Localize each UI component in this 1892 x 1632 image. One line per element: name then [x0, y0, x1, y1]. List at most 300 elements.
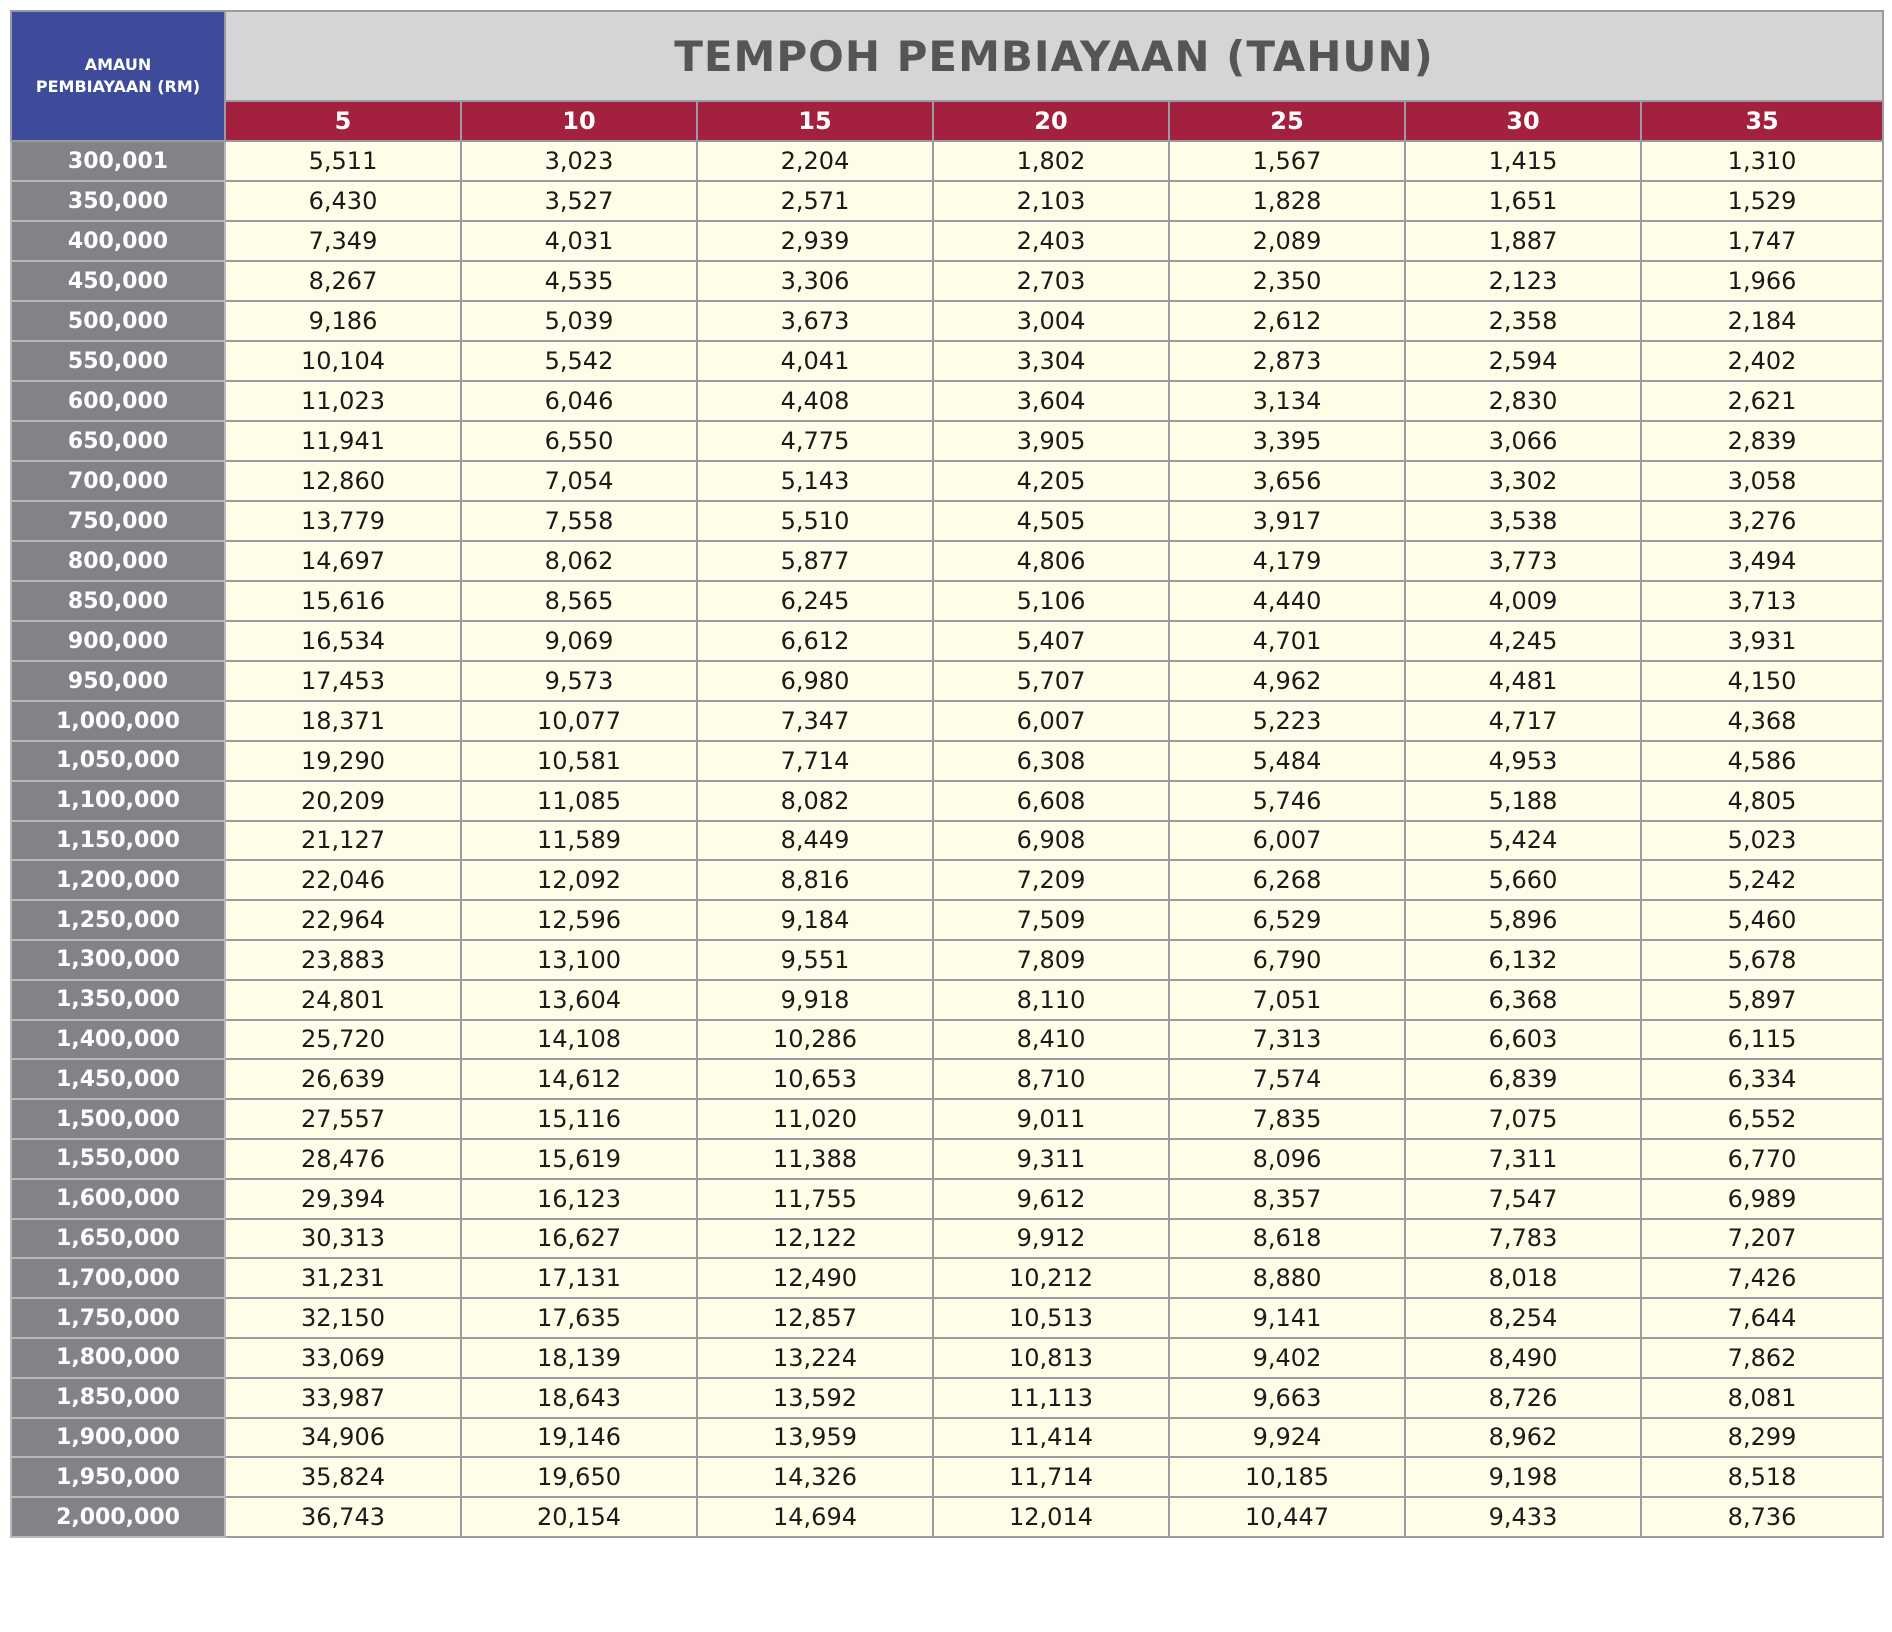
table-row [11, 701, 1883, 741]
installment-cell: 6,046 [461, 381, 697, 421]
table-row [11, 1338, 1883, 1378]
amount-cell: 1,850,000 [11, 1378, 225, 1418]
amount-cell: 1,300,000 [11, 940, 225, 980]
installment-cell: 18,371 [225, 701, 461, 741]
installment-cell: 11,113 [933, 1378, 1169, 1418]
amount-cell: 300,001 [11, 141, 225, 181]
installment-cell: 27,557 [225, 1099, 461, 1139]
installment-cell: 3,276 [1641, 501, 1883, 541]
installment-cell: 5,023 [1641, 821, 1883, 861]
installment-cell: 9,663 [1169, 1378, 1405, 1418]
installment-cell: 19,290 [225, 741, 461, 781]
installment-cell: 22,964 [225, 900, 461, 940]
installment-cell: 3,004 [933, 301, 1169, 341]
installment-cell: 9,912 [933, 1219, 1169, 1259]
table-body [11, 141, 1883, 1537]
amount-cell: 1,600,000 [11, 1179, 225, 1219]
table-row [11, 661, 1883, 701]
installment-cell: 31,231 [225, 1258, 461, 1298]
year-header-30: 30 [1405, 101, 1641, 141]
amount-cell: 1,700,000 [11, 1258, 225, 1298]
installment-cell: 11,714 [933, 1457, 1169, 1497]
installment-cell: 2,402 [1641, 341, 1883, 381]
installment-cell: 8,267 [225, 261, 461, 301]
installment-cell: 5,460 [1641, 900, 1883, 940]
installment-cell: 1,651 [1405, 181, 1641, 221]
table-row [11, 1020, 1883, 1060]
installment-cell: 10,447 [1169, 1497, 1405, 1537]
installment-cell: 7,311 [1405, 1139, 1641, 1179]
installment-cell: 4,440 [1169, 581, 1405, 621]
table-row [11, 860, 1883, 900]
installment-cell: 5,106 [933, 581, 1169, 621]
installment-cell: 7,207 [1641, 1219, 1883, 1259]
installment-cell: 1,529 [1641, 181, 1883, 221]
amount-cell: 1,950,000 [11, 1457, 225, 1497]
installment-cell: 2,571 [697, 181, 933, 221]
table-row [11, 341, 1883, 381]
table-row [11, 821, 1883, 861]
installment-cell: 4,245 [1405, 621, 1641, 661]
installment-cell: 10,653 [697, 1059, 933, 1099]
amount-cell: 1,250,000 [11, 900, 225, 940]
installment-cell: 33,069 [225, 1338, 461, 1378]
amount-cell: 350,000 [11, 181, 225, 221]
installment-cell: 3,395 [1169, 421, 1405, 461]
amount-cell: 1,350,000 [11, 980, 225, 1020]
installment-cell: 6,550 [461, 421, 697, 461]
installment-cell: 4,408 [697, 381, 933, 421]
installment-cell: 9,573 [461, 661, 697, 701]
table-row [11, 1497, 1883, 1537]
table-row [11, 980, 1883, 1020]
installment-cell: 7,054 [461, 461, 697, 501]
installment-cell: 3,527 [461, 181, 697, 221]
installment-cell: 6,608 [933, 781, 1169, 821]
installment-cell: 5,660 [1405, 860, 1641, 900]
amount-cell: 950,000 [11, 661, 225, 701]
installment-cell: 6,268 [1169, 860, 1405, 900]
installment-cell: 9,433 [1405, 1497, 1641, 1537]
installment-cell: 4,701 [1169, 621, 1405, 661]
installment-cell: 5,542 [461, 341, 697, 381]
installment-cell: 7,426 [1641, 1258, 1883, 1298]
installment-cell: 10,077 [461, 701, 697, 741]
installment-cell: 5,511 [225, 141, 461, 181]
installment-cell: 7,783 [1405, 1219, 1641, 1259]
installment-cell: 12,490 [697, 1258, 933, 1298]
installment-cell: 8,710 [933, 1059, 1169, 1099]
installment-cell: 14,326 [697, 1457, 933, 1497]
installment-cell: 1,966 [1641, 261, 1883, 301]
tenure-title: TEMPOH PEMBIAYAAN (TAHUN) [225, 11, 1883, 101]
installment-cell: 30,313 [225, 1219, 461, 1259]
installment-cell: 3,306 [697, 261, 933, 301]
installment-cell: 9,198 [1405, 1457, 1641, 1497]
installment-cell: 9,918 [697, 980, 933, 1020]
installment-cell: 13,959 [697, 1418, 933, 1458]
installment-cell: 12,860 [225, 461, 461, 501]
installment-cell: 8,962 [1405, 1418, 1641, 1458]
installment-cell: 8,096 [1169, 1139, 1405, 1179]
installment-cell: 11,589 [461, 821, 697, 861]
installment-cell: 14,697 [225, 541, 461, 581]
installment-cell: 8,357 [1169, 1179, 1405, 1219]
installment-cell: 14,108 [461, 1020, 697, 1060]
installment-cell: 4,179 [1169, 541, 1405, 581]
installment-cell: 8,618 [1169, 1219, 1405, 1259]
installment-cell: 10,581 [461, 741, 697, 781]
installment-cell: 33,987 [225, 1378, 461, 1418]
amount-cell: 700,000 [11, 461, 225, 501]
installment-cell: 4,481 [1405, 661, 1641, 701]
installment-cell: 6,603 [1405, 1020, 1641, 1060]
installment-cell: 5,242 [1641, 860, 1883, 900]
installment-cell: 7,209 [933, 860, 1169, 900]
installment-cell: 3,905 [933, 421, 1169, 461]
table-row [11, 1258, 1883, 1298]
installment-cell: 6,989 [1641, 1179, 1883, 1219]
installment-cell: 2,612 [1169, 301, 1405, 341]
amount-cell: 650,000 [11, 421, 225, 461]
installment-cell: 10,813 [933, 1338, 1169, 1378]
installment-cell: 36,743 [225, 1497, 461, 1537]
installment-cell: 4,150 [1641, 661, 1883, 701]
installment-cell: 2,123 [1405, 261, 1641, 301]
table-row [11, 621, 1883, 661]
installment-cell: 13,224 [697, 1338, 933, 1378]
installment-cell: 8,736 [1641, 1497, 1883, 1537]
installment-cell: 25,720 [225, 1020, 461, 1060]
installment-cell: 2,184 [1641, 301, 1883, 341]
installment-cell: 3,494 [1641, 541, 1883, 581]
installment-cell: 1,415 [1405, 141, 1641, 181]
installment-cell: 5,746 [1169, 781, 1405, 821]
installment-cell: 2,103 [933, 181, 1169, 221]
installment-cell: 2,358 [1405, 301, 1641, 341]
installment-cell: 6,334 [1641, 1059, 1883, 1099]
installment-cell: 8,449 [697, 821, 933, 861]
installment-cell: 14,612 [461, 1059, 697, 1099]
amount-cell: 1,200,000 [11, 860, 225, 900]
installment-cell: 6,007 [933, 701, 1169, 741]
table-row [11, 1139, 1883, 1179]
year-header-5: 5 [225, 101, 461, 141]
installment-cell: 16,627 [461, 1219, 697, 1259]
installment-cell: 12,092 [461, 860, 697, 900]
installment-cell: 6,308 [933, 741, 1169, 781]
table-row [11, 221, 1883, 261]
installment-cell: 14,694 [697, 1497, 933, 1537]
installment-cell: 6,430 [225, 181, 461, 221]
installment-cell: 9,402 [1169, 1338, 1405, 1378]
installment-cell: 5,143 [697, 461, 933, 501]
installment-cell: 4,205 [933, 461, 1169, 501]
installment-cell: 3,058 [1641, 461, 1883, 501]
installment-cell: 6,552 [1641, 1099, 1883, 1139]
installment-cell: 17,453 [225, 661, 461, 701]
year-header-20: 20 [933, 101, 1169, 141]
installment-cell: 21,127 [225, 821, 461, 861]
table-row [11, 900, 1883, 940]
installment-cell: 5,707 [933, 661, 1169, 701]
amount-cell: 450,000 [11, 261, 225, 301]
installment-cell: 3,656 [1169, 461, 1405, 501]
installment-cell: 4,962 [1169, 661, 1405, 701]
amount-cell: 1,000,000 [11, 701, 225, 741]
table-row [11, 461, 1883, 501]
installment-cell: 8,880 [1169, 1258, 1405, 1298]
installment-cell: 9,924 [1169, 1418, 1405, 1458]
installment-cell: 17,131 [461, 1258, 697, 1298]
installment-cell: 4,031 [461, 221, 697, 261]
installment-cell: 29,394 [225, 1179, 461, 1219]
installment-cell: 16,534 [225, 621, 461, 661]
installment-cell: 9,141 [1169, 1298, 1405, 1338]
installment-cell: 7,835 [1169, 1099, 1405, 1139]
table-row [11, 741, 1883, 781]
installment-cell: 11,941 [225, 421, 461, 461]
installment-cell: 4,505 [933, 501, 1169, 541]
installment-cell: 8,816 [697, 860, 933, 900]
installment-cell: 6,132 [1405, 940, 1641, 980]
table-row [11, 1059, 1883, 1099]
installment-cell: 2,939 [697, 221, 933, 261]
installment-cell: 23,883 [225, 940, 461, 980]
installment-cell: 2,403 [933, 221, 1169, 261]
installment-cell: 4,775 [697, 421, 933, 461]
installment-cell: 5,877 [697, 541, 933, 581]
installment-cell: 6,980 [697, 661, 933, 701]
installment-cell: 15,116 [461, 1099, 697, 1139]
installment-cell: 18,643 [461, 1378, 697, 1418]
installment-cell: 15,616 [225, 581, 461, 621]
table-row [11, 581, 1883, 621]
installment-cell: 3,134 [1169, 381, 1405, 421]
installment-cell: 2,089 [1169, 221, 1405, 261]
installment-cell: 4,805 [1641, 781, 1883, 821]
amount-column-header [11, 11, 225, 141]
installment-cell: 9,069 [461, 621, 697, 661]
installment-cell: 17,635 [461, 1298, 697, 1338]
table-row [11, 1219, 1883, 1259]
installment-cell: 20,154 [461, 1497, 697, 1537]
installment-cell: 13,592 [697, 1378, 933, 1418]
installment-cell: 11,023 [225, 381, 461, 421]
installment-cell: 7,862 [1641, 1338, 1883, 1378]
installment-cell: 1,567 [1169, 141, 1405, 181]
installment-cell: 12,596 [461, 900, 697, 940]
installment-cell: 13,779 [225, 501, 461, 541]
table-row [11, 781, 1883, 821]
table-row [11, 181, 1883, 221]
financing-table-container [10, 10, 1882, 1538]
table-row [11, 1378, 1883, 1418]
installment-cell: 5,424 [1405, 821, 1641, 861]
installment-cell: 7,644 [1641, 1298, 1883, 1338]
installment-cell: 9,011 [933, 1099, 1169, 1139]
table-row [11, 421, 1883, 461]
installment-cell: 3,713 [1641, 581, 1883, 621]
installment-cell: 3,773 [1405, 541, 1641, 581]
installment-cell: 3,066 [1405, 421, 1641, 461]
installment-cell: 6,770 [1641, 1139, 1883, 1179]
amount-cell: 400,000 [11, 221, 225, 261]
installment-cell: 6,612 [697, 621, 933, 661]
installment-cell: 4,586 [1641, 741, 1883, 781]
installment-cell: 7,558 [461, 501, 697, 541]
installment-cell: 11,414 [933, 1418, 1169, 1458]
installment-cell: 18,139 [461, 1338, 697, 1378]
year-header-25: 25 [1169, 101, 1405, 141]
table-row [11, 1179, 1883, 1219]
amount-cell: 1,750,000 [11, 1298, 225, 1338]
table-row [11, 141, 1883, 181]
installment-cell: 5,223 [1169, 701, 1405, 741]
installment-cell: 10,513 [933, 1298, 1169, 1338]
installment-cell: 7,347 [697, 701, 933, 741]
installment-cell: 9,184 [697, 900, 933, 940]
installment-cell: 4,953 [1405, 741, 1641, 781]
installment-cell: 9,612 [933, 1179, 1169, 1219]
amount-cell: 1,800,000 [11, 1338, 225, 1378]
installment-cell: 8,082 [697, 781, 933, 821]
installment-cell: 10,212 [933, 1258, 1169, 1298]
installment-cell: 35,824 [225, 1457, 461, 1497]
installment-cell: 4,717 [1405, 701, 1641, 741]
installment-cell: 5,188 [1405, 781, 1641, 821]
installment-cell: 6,245 [697, 581, 933, 621]
installment-cell: 4,368 [1641, 701, 1883, 741]
installment-cell: 5,039 [461, 301, 697, 341]
table-row [11, 261, 1883, 301]
installment-cell: 3,304 [933, 341, 1169, 381]
installment-cell: 11,085 [461, 781, 697, 821]
amount-cell: 1,650,000 [11, 1219, 225, 1259]
installment-cell: 4,009 [1405, 581, 1641, 621]
installment-cell: 2,839 [1641, 421, 1883, 461]
installment-cell: 2,621 [1641, 381, 1883, 421]
installment-cell: 9,186 [225, 301, 461, 341]
installment-cell: 26,639 [225, 1059, 461, 1099]
installment-cell: 10,104 [225, 341, 461, 381]
installment-cell: 3,673 [697, 301, 933, 341]
installment-cell: 5,897 [1641, 980, 1883, 1020]
installment-cell: 8,299 [1641, 1418, 1883, 1458]
installment-cell: 8,726 [1405, 1378, 1641, 1418]
installment-cell: 4,041 [697, 341, 933, 381]
amount-cell: 1,400,000 [11, 1020, 225, 1060]
installment-cell: 12,122 [697, 1219, 933, 1259]
installment-cell: 11,755 [697, 1179, 933, 1219]
year-header-10: 10 [461, 101, 697, 141]
installment-cell: 10,185 [1169, 1457, 1405, 1497]
amount-cell: 2,000,000 [11, 1497, 225, 1537]
installment-cell: 3,917 [1169, 501, 1405, 541]
installment-cell: 6,839 [1405, 1059, 1641, 1099]
table-row [11, 940, 1883, 980]
amount-cell: 800,000 [11, 541, 225, 581]
installment-cell: 11,020 [697, 1099, 933, 1139]
amount-cell: 500,000 [11, 301, 225, 341]
installment-cell: 7,574 [1169, 1059, 1405, 1099]
installment-cell: 12,014 [933, 1497, 1169, 1537]
installment-cell: 9,311 [933, 1139, 1169, 1179]
year-header-15: 15 [697, 101, 933, 141]
installment-cell: 1,310 [1641, 141, 1883, 181]
installment-cell: 8,490 [1405, 1338, 1641, 1378]
installment-cell: 3,931 [1641, 621, 1883, 661]
installment-cell: 4,806 [933, 541, 1169, 581]
amount-cell: 1,550,000 [11, 1139, 225, 1179]
installment-cell: 8,062 [461, 541, 697, 581]
installment-cell: 1,802 [933, 141, 1169, 181]
installment-cell: 5,678 [1641, 940, 1883, 980]
installment-cell: 7,547 [1405, 1179, 1641, 1219]
installment-cell: 6,115 [1641, 1020, 1883, 1060]
installment-cell: 8,081 [1641, 1378, 1883, 1418]
installment-cell: 8,518 [1641, 1457, 1883, 1497]
installment-cell: 6,368 [1405, 980, 1641, 1020]
installment-cell: 5,896 [1405, 900, 1641, 940]
financing-table [10, 10, 1884, 1538]
table-row [11, 1418, 1883, 1458]
installment-cell: 7,349 [225, 221, 461, 261]
installment-cell: 8,254 [1405, 1298, 1641, 1338]
installment-cell: 8,110 [933, 980, 1169, 1020]
installment-cell: 2,703 [933, 261, 1169, 301]
installment-cell: 11,388 [697, 1139, 933, 1179]
installment-cell: 7,714 [697, 741, 933, 781]
installment-cell: 7,809 [933, 940, 1169, 980]
installment-cell: 7,509 [933, 900, 1169, 940]
installment-cell: 13,604 [461, 980, 697, 1020]
amount-cell: 750,000 [11, 501, 225, 541]
installment-cell: 8,018 [1405, 1258, 1641, 1298]
installment-cell: 7,075 [1405, 1099, 1641, 1139]
installment-cell: 2,204 [697, 141, 933, 181]
amount-cell: 1,900,000 [11, 1418, 225, 1458]
amount-cell: 550,000 [11, 341, 225, 381]
installment-cell: 19,146 [461, 1418, 697, 1458]
installment-cell: 2,594 [1405, 341, 1641, 381]
installment-cell: 13,100 [461, 940, 697, 980]
installment-cell: 9,551 [697, 940, 933, 980]
installment-cell: 7,313 [1169, 1020, 1405, 1060]
table-row [11, 381, 1883, 421]
amount-cell: 1,150,000 [11, 821, 225, 861]
installment-cell: 4,535 [461, 261, 697, 301]
amount-header-line1: AMAUN [84, 55, 152, 74]
amount-cell: 1,050,000 [11, 741, 225, 781]
installment-cell: 32,150 [225, 1298, 461, 1338]
installment-cell: 6,790 [1169, 940, 1405, 980]
installment-cell: 2,350 [1169, 261, 1405, 301]
installment-cell: 5,510 [697, 501, 933, 541]
installment-cell: 2,873 [1169, 341, 1405, 381]
table-row [11, 301, 1883, 341]
table-row [11, 501, 1883, 541]
installment-cell: 20,209 [225, 781, 461, 821]
installment-cell: 3,604 [933, 381, 1169, 421]
table-row [11, 1099, 1883, 1139]
installment-cell: 1,747 [1641, 221, 1883, 261]
installment-cell: 28,476 [225, 1139, 461, 1179]
table-row [11, 1298, 1883, 1338]
installment-cell: 6,529 [1169, 900, 1405, 940]
installment-cell: 1,828 [1169, 181, 1405, 221]
installment-cell: 2,830 [1405, 381, 1641, 421]
